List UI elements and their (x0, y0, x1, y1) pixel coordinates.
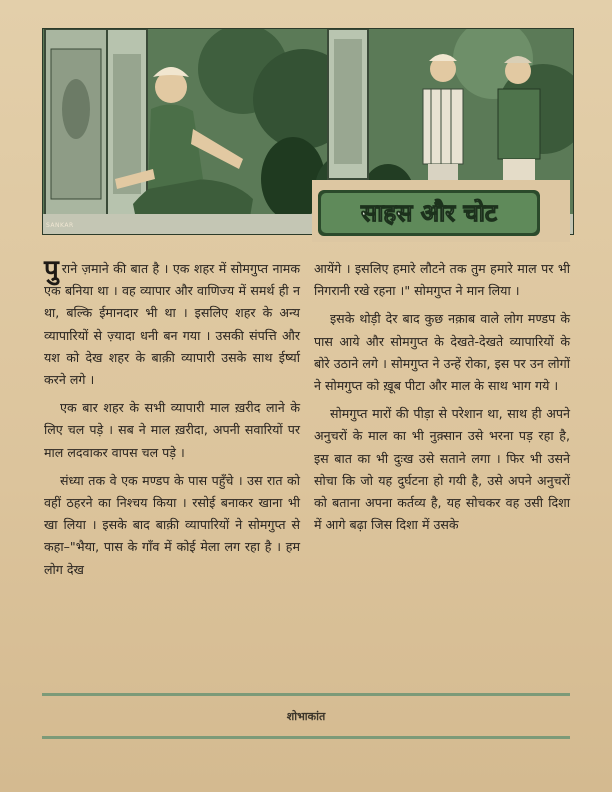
author-name: शोभाकांत (286, 710, 326, 723)
paragraph-1-text: राने ज़माने की बात है । एक शहर में सोमगुप्त नामक एक बनिया था । वह व्यापार और वाणिज्य में समर्थ ही न था, बल्कि ईमानदार भी था । इसलिए शहर के अन्य व्यापारियों से ज़्यादा धनी बन गया । उसकी संपत्ति और यश को देख शहर के बाक़ी व्यापारी उसके साथ ईर्ष्या करने लगे । (44, 261, 300, 388)
artist-signature: SANKAR (46, 222, 74, 229)
footer-rule-bottom (42, 736, 570, 739)
footer-rule-top (42, 693, 570, 696)
story-title-logo (318, 190, 540, 236)
dropcap-letter: पु (44, 255, 59, 285)
story-title: साहस और चोट (360, 199, 498, 227)
paragraph-2: एक बार शहर के सभी व्यापारी माल ख़रीद लाने के लिए चल पड़े । सब ने माल ख़रीदा, अपनी सवारियों पर माल लदवाकर वापस चल पड़े । (44, 400, 300, 460)
paragraph-4: आयेंगे । इसलिए हमारे लौटने तक तुम हमारे माल पर भी निगरानी रखे रहना ।" सोमगुप्त ने मान लिया । (314, 261, 570, 299)
paragraph-1 (44, 255, 300, 391)
paragraph-3: संध्या तक वे एक मण्डप के पास पहुँचे । उस रात को वहीं ठहरने का निश्चय किया । रसोई बनाकर खाना भी खा लिया । इसके बाद बाक़ी व्यापारियों ने सोमगुप्त से कहा–"भैया, पास के गाँव में कोई मेला लग रहा है । हम लोग देख (44, 472, 300, 577)
left-column (44, 255, 300, 587)
paragraph-5: इसके थोड़ी देर बाद कुछ नक़ाब वाले लोग मण्डप के पास आये और सोमगुप्त के देखते-देखते व्यापारियों के बोरे उठाने लगे । सोमगुप्त ने उन्हें रोका, इस पर उन लोगों ने सोमगुप्त को ख़ूब पीटा और माल के साथ भाग गये । (314, 311, 570, 394)
paragraph-6: सोमगुप्त मारों की पीड़ा से परेशान था, साथ ही अपने अनुचरों के माल का भी नुक़्सान उसे भरना पड़ रहा है, इस बात का भी दुःख उसे सताने लगा । फिर भी उसने सोचा कि जो यह दुर्घटना हो गयी है, उसे अपने अनुचरों को बताना अपना कर्तव्य है, यह सोचकर वह उसी दिशा में आगे बढ़ा जिस दिशा में उसके (314, 406, 570, 533)
right-column (314, 258, 570, 542)
